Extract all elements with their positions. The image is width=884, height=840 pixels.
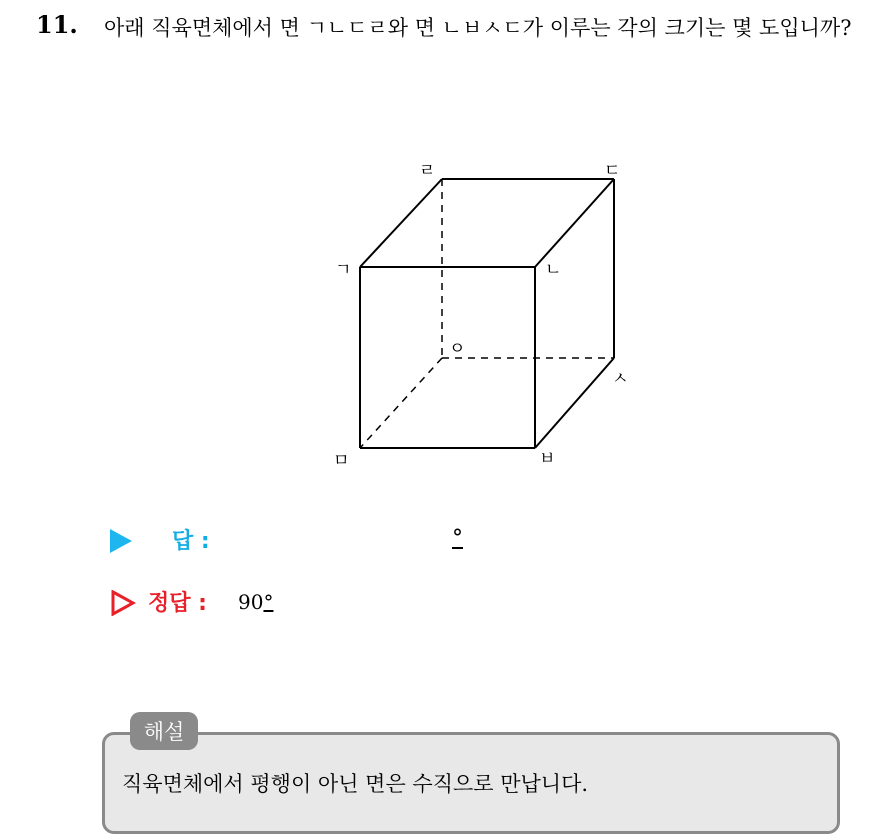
- cuboid-visible-edges: [360, 179, 614, 448]
- answer-triangle-icon: [110, 529, 132, 553]
- vertex-label-giyeok: ㄱ: [335, 260, 352, 280]
- question-number: 11.: [36, 10, 78, 39]
- correct-answer-label: 정답 :: [148, 591, 207, 616]
- vertex-label-nieun: ㄴ: [545, 260, 562, 280]
- correct-answer-value: 90: [238, 590, 264, 614]
- vertex-label-siot: ㅅ: [612, 369, 629, 389]
- answer-label: 답 :: [172, 529, 210, 554]
- vertex-label-bieup: ㅂ: [539, 449, 556, 469]
- answer-unit: °: [452, 526, 463, 551]
- cuboid-hidden-edges: [360, 179, 614, 448]
- vertex-label-mieum: ㅁ: [333, 451, 350, 471]
- correct-answer-value-group: [238, 590, 273, 614]
- question-text: 아래 직육면체에서 면 ㄱㄴㄷㄹ와 면 ㄴㅂㅅㄷ가 이루는 각의 크기는 몇 도입니까?: [104, 16, 852, 40]
- vertex-label-rieul: ㄹ: [419, 161, 436, 181]
- correct-answer-triangle-icon: [110, 590, 136, 616]
- correct-answer-unit: °: [263, 590, 274, 614]
- vertex-label-digeut: ㄷ: [604, 161, 621, 181]
- explanation-tag: 해설: [130, 712, 198, 750]
- vertex-label-ieung: ㅇ: [449, 339, 466, 359]
- explanation-text: 직육면체에서 평행이 아닌 면은 수직으로 만납니다.: [122, 772, 589, 796]
